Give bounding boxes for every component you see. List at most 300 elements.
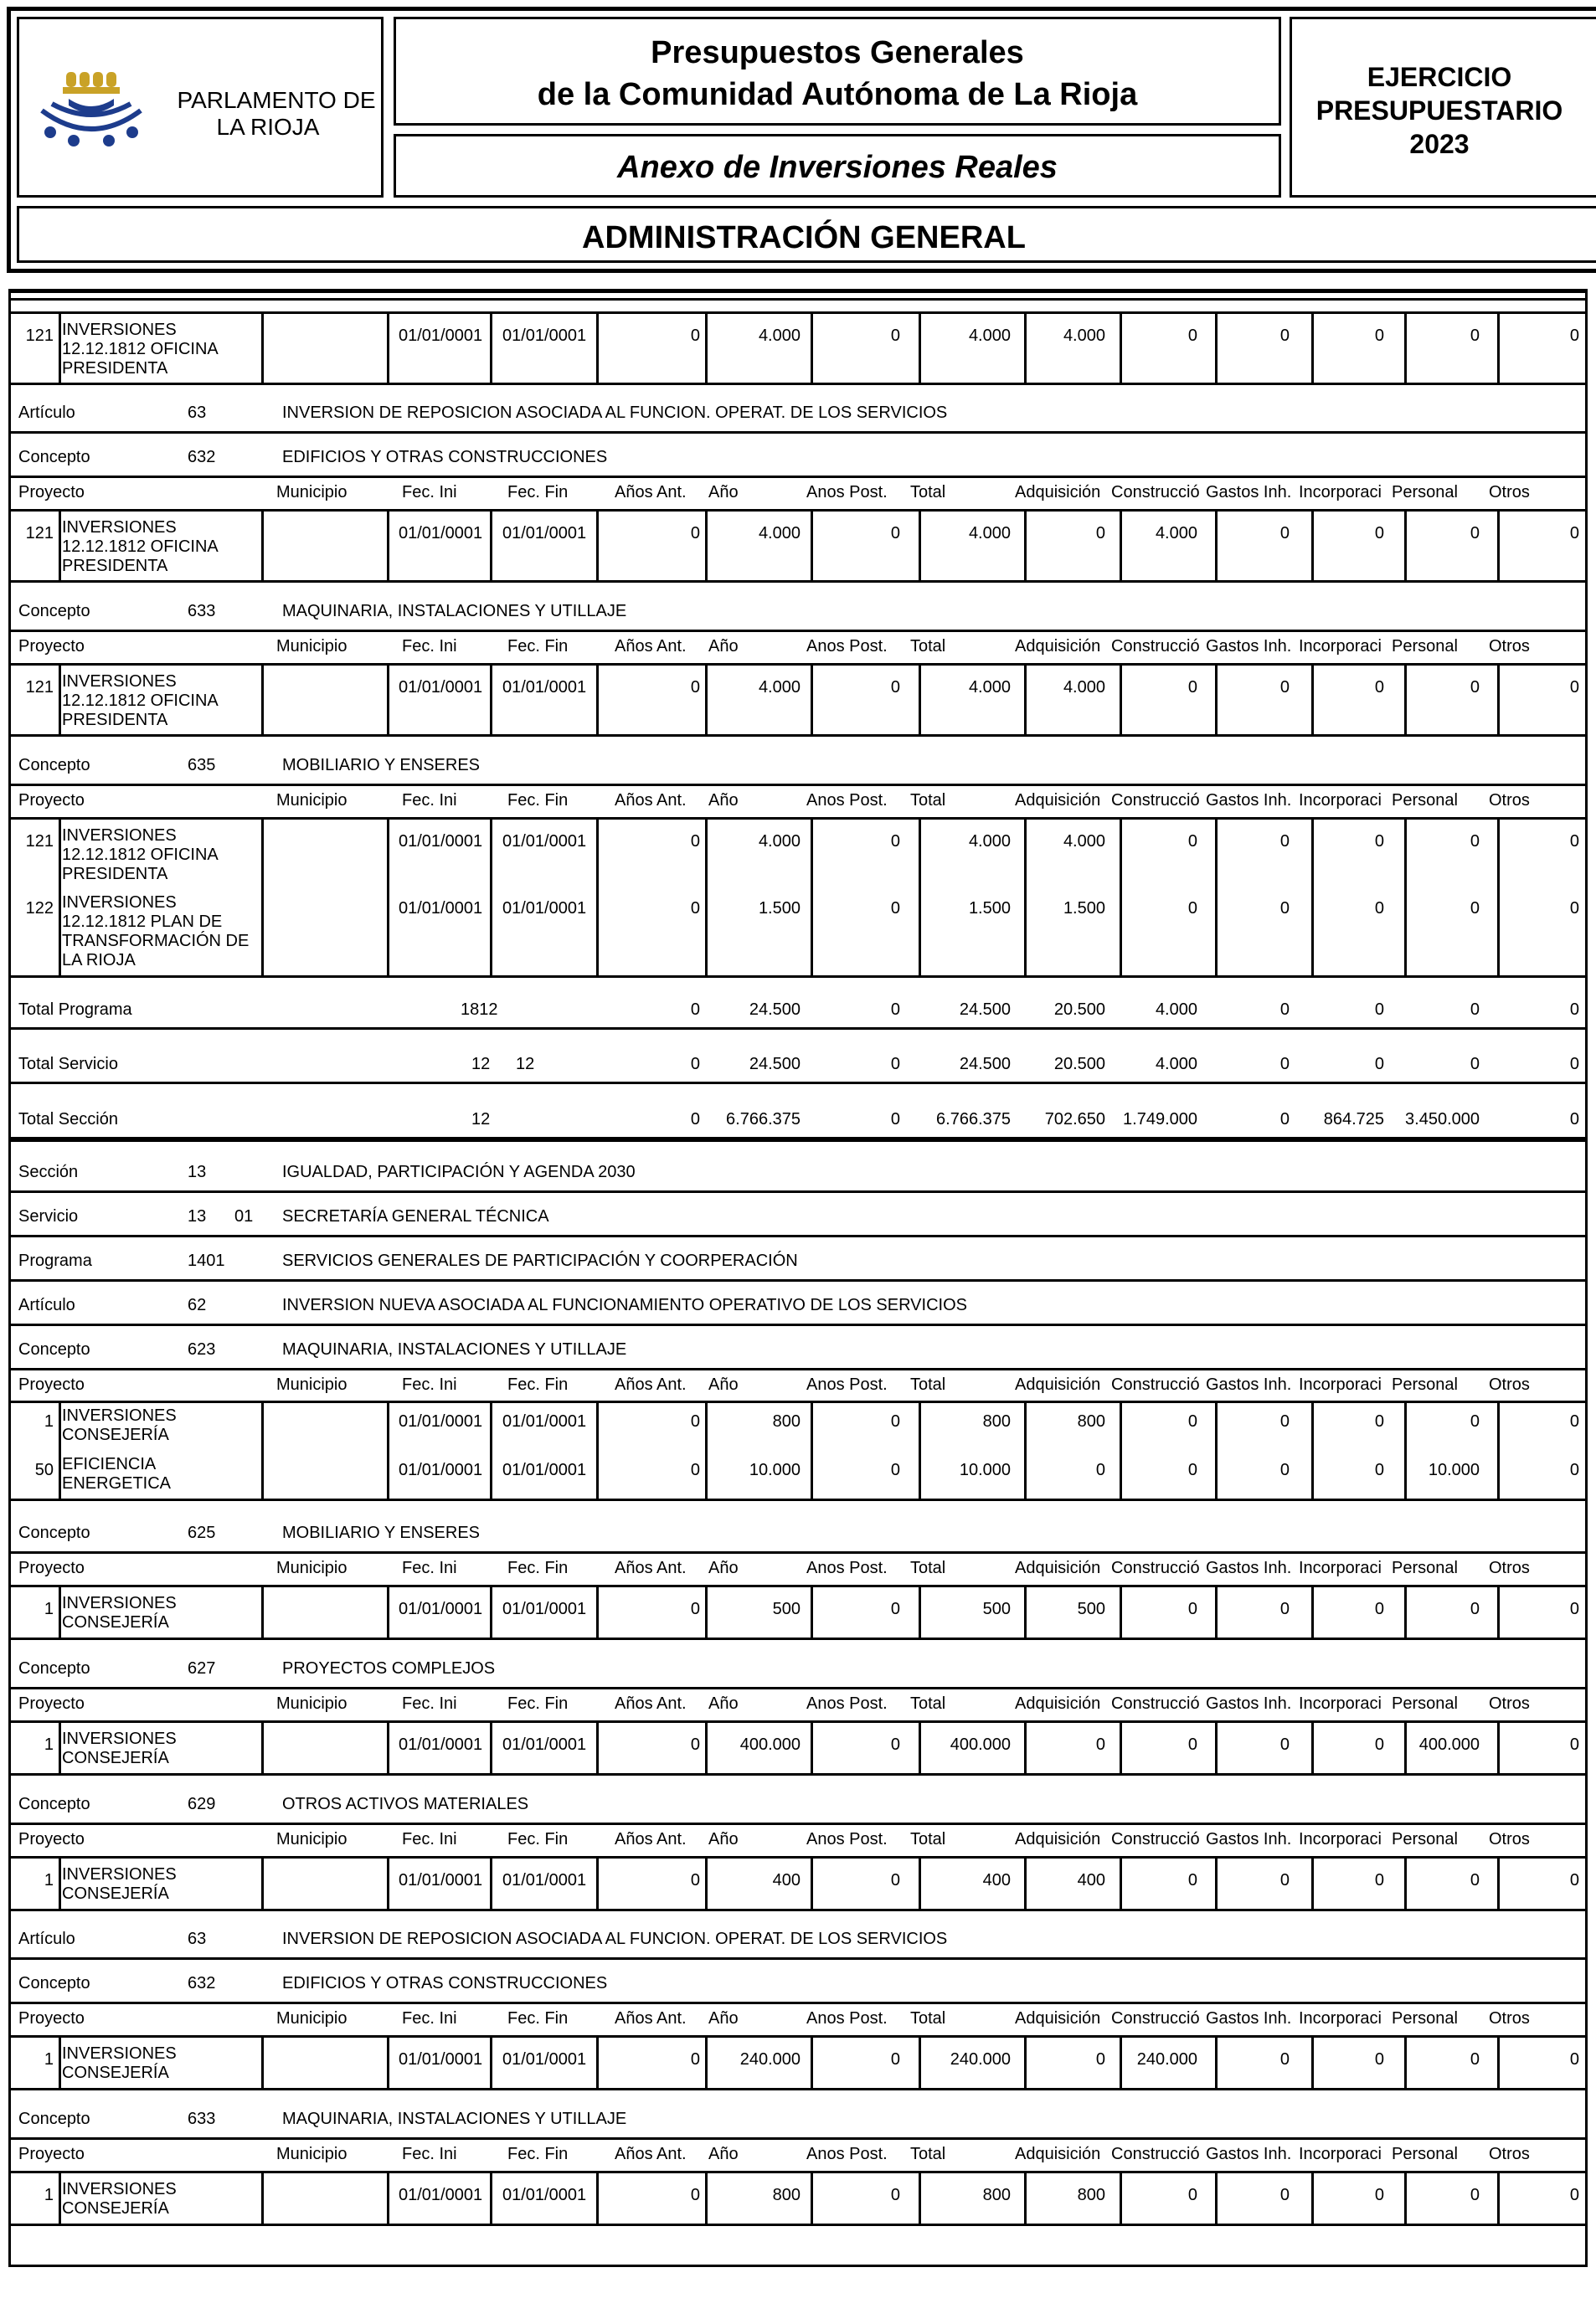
project-description [62,321,263,378]
amount-cell: 1.500 [758,899,801,918]
fecha-fin: 01/01/0001 [502,524,587,542]
amount-cell: 0 [1279,678,1290,697]
table-cell [1311,2173,1404,2224]
label-row-code: 1401 [188,1252,225,1270]
amount-cell: 0 [1279,832,1290,851]
top-rule [8,298,1588,301]
project-description-line: INVERSIONES [62,1594,177,1612]
column-header: Años Ant. [615,1830,687,1848]
title-line2: de la Comunidad Autónoma de La Rioja [537,77,1138,112]
amount-cell: 0 [1569,1461,1579,1479]
title-line1: Presupuestos Generales [651,35,1024,70]
table-cell [1215,820,1311,975]
amount-cell: 0 [690,1461,700,1479]
amount-cell: 0 [1187,1871,1197,1890]
column-header: Total [910,1375,946,1394]
column-header: Años Ant. [615,1375,687,1394]
column-header: Proyecto [18,1830,85,1848]
project-description [62,1406,263,1445]
column-header: Otros [1489,1694,1530,1713]
column-header: Fec. Fin [507,1694,569,1713]
column-header: Incorporaci [1299,483,1382,501]
column-header: Personal [1392,1694,1458,1713]
column-header: Otros [1489,791,1530,810]
label-row-kind: Concepto [18,1340,90,1359]
project-description-line: 12.12.1812 OFICINA [62,537,219,556]
table-cell [1404,314,1497,383]
amount-cell: 0 [690,1735,700,1754]
column-header: Proyecto [18,2009,85,2028]
amount-cell: 4.000 [1063,326,1105,345]
table-cell [919,314,1024,383]
total-amount: 0 [1569,1000,1579,1019]
amount-cell: 10.000 [1428,1461,1480,1479]
column-header: Anos Post. [806,2009,888,2028]
column-header: Año [708,2145,739,2163]
table-cell [596,314,705,383]
project-row [8,1856,1588,1911]
table-cell [1215,1723,1311,1773]
column-header: Años Ant. [615,1694,687,1713]
column-header: Construcció [1111,791,1200,810]
project-number: 122 [25,899,54,918]
column-header: Personal [1392,1375,1458,1394]
table-cell [1120,1723,1215,1773]
table-cell [1215,314,1311,383]
total-amount: 4.000 [1155,1000,1197,1019]
total-amount: 0 [1374,1000,1384,1019]
column-header: Año [708,637,739,656]
column-header: Año [708,1375,739,1394]
amount-cell: 800 [772,2186,801,2204]
column-header: Gastos Inh. [1206,1375,1292,1394]
label-row-code: 635 [188,756,216,774]
total-amount: 4.000 [1155,1055,1197,1073]
table-cell [1215,1403,1311,1499]
column-header: Construcció [1111,1694,1200,1713]
total-amount: 20.500 [1053,1055,1105,1073]
label-row-kind: Sección [18,1163,79,1181]
column-header: Proyecto [18,1375,85,1394]
column-header: Otros [1489,1375,1530,1394]
amount-cell: 0 [1279,2050,1290,2069]
column-header: Fec. Ini [402,791,457,810]
project-description-line: INVERSIONES [62,2044,177,2063]
label-row-code: 629 [188,1795,216,1813]
column-header: Municipio [276,1375,348,1394]
column-header: Incorporaci [1299,791,1382,810]
table-cell [811,314,919,383]
amount-cell: 0 [1279,1461,1290,1479]
label-row-title: PROYECTOS COMPLEJOS [282,1659,496,1678]
column-header: Personal [1392,637,1458,656]
table-cell [490,666,596,734]
project-description-line: 12.12.1812 PLAN DE [62,913,223,931]
table-cell [811,2038,919,2088]
project-description-line: PRESIDENTA [62,865,168,883]
project-description-line: CONSEJERÍA [62,2064,169,2082]
amount-cell: 0 [1095,1735,1105,1754]
amount-cell: 240.000 [739,2050,801,2069]
fecha-inicio: 01/01/0001 [399,1871,483,1890]
project-description-line: INVERSIONES [62,518,177,537]
project-description-line: CONSEJERÍA [62,1426,169,1444]
table-cell [919,512,1024,580]
table-cell [811,666,919,734]
table-cell [919,666,1024,734]
amount-cell: 500 [1077,1600,1105,1618]
table-cell [596,512,705,580]
fecha-inicio: 01/01/0001 [399,832,483,851]
label-row-kind: Concepto [18,2110,90,2128]
label-row-subcode: 01 [234,1207,254,1226]
label-row-title: EDIFICIOS Y OTRAS CONSTRUCCIONES [282,1974,608,1992]
table-cell [1311,512,1404,580]
amount-cell: 0 [1569,1600,1579,1618]
table-cell [1404,666,1497,734]
label-row [8,1197,1588,1237]
amount-cell: 800 [772,1412,801,1431]
label-row-kind: Artículo [18,1930,75,1948]
project-description-line: LA RIOJA [62,951,136,969]
amount-cell: 1.500 [968,899,1011,918]
column-header: Construcció [1111,1375,1200,1394]
project-row [8,2035,1588,2090]
column-header: Adquisición [1015,1559,1101,1577]
label-row-title: INVERSION DE REPOSICION ASOCIADA AL FUNCION. OPERAT. DE LOS SERVICIOS [282,404,948,422]
label-row [8,1514,1588,1554]
amount-cell: 500 [982,1600,1011,1618]
label-row-code: 633 [188,602,216,620]
column-header: Gastos Inh. [1206,791,1292,810]
amount-cell: 4.000 [968,678,1011,697]
table-cell [261,314,387,383]
total-amount: 24.500 [749,1055,801,1073]
column-header: Año [708,1694,739,1713]
amount-cell: 0 [890,832,900,851]
table-cell [1215,666,1311,734]
total-label: Total Programa [18,1000,132,1019]
amount-cell: 0 [1374,832,1384,851]
column-header: Proyecto [18,2145,85,2163]
fecha-fin: 01/01/0001 [502,1735,587,1754]
label-row-code: 63 [188,1930,207,1948]
column-header: Adquisición [1015,637,1101,656]
column-header: Fec. Ini [402,637,457,656]
amount-cell: 0 [1470,1600,1480,1618]
fecha-fin: 01/01/0001 [502,1461,587,1479]
project-description [62,672,263,730]
total-amount: 0 [890,1110,900,1129]
total-amount: 6.766.375 [726,1110,801,1129]
project-description-line: 12.12.1812 OFICINA [62,340,219,358]
project-description-line: TRANSFORMACIÓN DE [62,932,250,950]
project-description [62,2044,263,2083]
amount-cell: 800 [1077,2186,1105,2204]
label-row [8,1964,1588,2004]
total-amount: 0 [1374,1055,1384,1073]
table-cell [1024,666,1120,734]
project-description [62,1594,263,1632]
table-cell [1215,1859,1311,1909]
column-header: Fec. Ini [402,483,457,501]
amount-cell: 4.000 [758,524,801,542]
table-cell [261,2038,387,2088]
table-cell [1311,1859,1404,1909]
table-cell [596,2038,705,2088]
column-header: Año [708,1559,739,1577]
column-header: Gastos Inh. [1206,1830,1292,1848]
table-cell [811,1587,919,1638]
project-description-line: ENERGETICA [62,1474,172,1493]
column-header: Municipio [276,637,348,656]
amount-cell: 0 [1569,2050,1579,2069]
project-number: 1 [44,1871,54,1890]
amount-cell: 0 [1569,1412,1579,1431]
amount-cell: 0 [1374,678,1384,697]
project-description [62,1730,263,1768]
amount-cell: 400.000 [950,1735,1011,1754]
fecha-inicio: 01/01/0001 [399,2050,483,2069]
project-description [62,2180,263,2219]
amount-cell: 0 [1569,326,1579,345]
project-description-line: INVERSIONES [62,1865,177,1884]
amount-cell: 800 [982,1412,1011,1431]
label-row [8,438,1588,478]
label-row-title: SERVICIOS GENERALES DE PARTICIPACIÓN Y COORPERACIÓN [282,1252,798,1270]
amount-cell: 0 [690,1871,700,1890]
column-header: Total [910,637,946,656]
amount-cell: 0 [1187,899,1197,918]
column-header: Incorporaci [1299,1375,1382,1394]
amount-cell: 0 [1374,524,1384,542]
table-cell [387,314,490,383]
total-row [8,1098,1588,1139]
column-header-row [8,785,1588,817]
column-header: Otros [1489,2009,1530,2028]
total-amount: 0 [890,1000,900,1019]
project-number: 121 [25,832,54,851]
amount-cell: 0 [1187,2186,1197,2204]
amount-cell: 0 [1374,899,1384,918]
label-row-title: MAQUINARIA, INSTALACIONES Y UTILLAJE [282,1340,627,1359]
column-header: Incorporaci [1299,637,1382,656]
column-header: Fec. Fin [507,1375,569,1394]
amount-cell: 0 [1187,1461,1197,1479]
column-header-row [8,1553,1588,1585]
label-row-kind: Concepto [18,1659,90,1678]
amount-cell: 0 [1374,1600,1384,1618]
amount-cell: 4.000 [968,326,1011,345]
column-header: Gastos Inh. [1206,2009,1292,2028]
document-title [394,32,1281,116]
column-header: Gastos Inh. [1206,1694,1292,1713]
table-cell [1215,2173,1311,2224]
amount-cell: 0 [690,899,700,918]
table-cell [1120,512,1215,580]
label-row [8,1153,1588,1193]
document-subtitle: Anexo de Inversiones Reales [617,150,1058,185]
amount-cell: 0 [890,524,900,542]
column-header: Fec. Ini [402,1559,457,1577]
column-header: Municipio [276,2145,348,2163]
table-cell [1311,2038,1404,2088]
label-row-code: 633 [188,2110,216,2128]
total-amount: 0 [890,1055,900,1073]
project-description-line: PRESIDENTA [62,711,168,729]
column-header: Personal [1392,791,1458,810]
label-row-kind: Concepto [18,1795,90,1813]
table-cell [261,512,387,580]
amount-cell: 0 [1470,1412,1480,1431]
total-amount: 0 [1279,1055,1290,1073]
fecha-inicio: 01/01/0001 [399,678,483,697]
amount-cell: 4.000 [1063,832,1105,851]
amount-cell: 0 [690,1600,700,1618]
table-cell [1120,314,1215,383]
column-header: Adquisición [1015,2145,1101,2163]
table-cell [1404,1403,1497,1499]
amount-cell: 4.000 [968,832,1011,851]
table-cell [1215,512,1311,580]
label-row-kind: Artículo [18,404,75,422]
fecha-inicio: 01/01/0001 [399,2186,483,2204]
column-header: Fec. Fin [507,2009,569,2028]
column-header: Construcció [1111,1830,1200,1848]
fecha-inicio: 01/01/0001 [399,899,483,918]
column-header: Años Ant. [615,791,687,810]
total-amount: 864.725 [1323,1110,1384,1129]
project-description-line: CONSEJERÍA [62,1613,169,1632]
amount-cell: 0 [890,1735,900,1754]
label-row-code: 623 [188,1340,216,1359]
column-header-row [8,1689,1588,1720]
project-description-line: INVERSIONES [62,1406,177,1425]
column-header: Año [708,791,739,810]
table-cell [1311,820,1404,975]
amount-cell: 0 [690,832,700,851]
table-cell [261,1403,387,1499]
amount-cell: 0 [1470,2186,1480,2204]
table-cell [1311,1587,1404,1638]
table-cell [261,2173,387,2224]
column-header: Total [910,2145,946,2163]
amount-cell: 0 [690,1412,700,1431]
table-cell [811,820,919,975]
table-cell [705,512,811,580]
ejercicio-label [1290,60,1589,161]
table-cell [1404,1587,1497,1638]
project-number: 121 [25,524,54,542]
column-header: Gastos Inh. [1206,637,1292,656]
column-header: Proyecto [18,637,85,656]
total-amount: 0 [1470,1000,1480,1019]
table-cell [261,820,387,975]
amount-cell: 0 [1569,1871,1579,1890]
column-header: Fec. Fin [507,637,569,656]
amount-cell: 0 [1569,1735,1579,1754]
amount-cell: 0 [890,1600,900,1618]
column-header: Fec. Ini [402,2145,457,2163]
project-description [62,518,263,576]
amount-cell: 0 [1279,1735,1290,1754]
amount-cell: 0 [690,2050,700,2069]
table-cell [1120,1587,1215,1638]
project-number: 1 [44,1735,54,1754]
fecha-fin: 01/01/0001 [502,2050,587,2069]
total-amount: 1.749.000 [1123,1110,1197,1129]
column-header: Años Ant. [615,1559,687,1577]
amount-cell: 0 [1374,1461,1384,1479]
amount-cell: 400.000 [739,1735,801,1754]
table-cell [1404,820,1497,975]
amount-cell: 0 [1374,326,1384,345]
table-cell [705,666,811,734]
table-cell [811,512,919,580]
table-cell [1497,314,1588,383]
ejercicio-line1: EJERCICIO [1367,62,1512,92]
column-header: Personal [1392,483,1458,501]
label-row-kind: Concepto [18,448,90,466]
amount-cell: 0 [1374,2186,1384,2204]
amount-cell: 0 [1187,832,1197,851]
project-description-line: INVERSIONES [62,321,177,339]
column-header: Municipio [276,483,348,501]
label-row-code: 627 [188,1659,216,1678]
column-header: Gastos Inh. [1206,2145,1292,2163]
total-row [8,988,1588,1030]
fecha-fin: 01/01/0001 [502,326,587,345]
total-amount: 3.450.000 [1405,1110,1480,1129]
amount-cell: 0 [1470,832,1480,851]
label-row-code: 62 [188,1296,207,1314]
amount-cell: 0 [890,326,900,345]
amount-cell: 0 [890,2186,900,2204]
amount-cell: 0 [1569,832,1579,851]
column-header: Total [910,791,946,810]
label-row [8,1649,1588,1689]
column-header: Año [708,2009,739,2028]
total-code: 12 [471,1110,491,1129]
total-amount: 0 [1279,1000,1290,1019]
label-row-kind: Programa [18,1252,92,1270]
ejercicio-year: 2023 [1409,129,1470,159]
amount-cell: 0 [1569,2186,1579,2204]
amount-cell: 400 [982,1871,1011,1890]
fecha-fin: 01/01/0001 [502,1600,587,1618]
table-cell [1024,314,1120,383]
table-cell [387,666,490,734]
total-subcode: 12 [516,1055,535,1073]
label-row [8,1330,1588,1370]
column-header: Total [910,1559,946,1577]
column-header: Otros [1489,483,1530,501]
project-description [62,826,263,884]
label-row [8,1920,1588,1960]
project-number: 50 [34,1461,54,1479]
fecha-fin: 01/01/0001 [502,1871,587,1890]
label-row-title: INVERSION DE REPOSICION ASOCIADA AL FUNCION. OPERAT. DE LOS SERVICIOS [282,1930,948,1948]
fecha-inicio: 01/01/0001 [399,524,483,542]
column-header: Fec. Fin [507,1559,569,1577]
column-header: Adquisición [1015,483,1101,501]
table-cell [1215,1587,1311,1638]
label-row-title: OTROS ACTIVOS MATERIALES [282,1795,529,1813]
total-amount: 0 [690,1000,700,1019]
total-amount: 0 [1569,1055,1579,1073]
total-amount: 0 [1279,1110,1290,1129]
fecha-fin: 01/01/0001 [502,1412,587,1431]
